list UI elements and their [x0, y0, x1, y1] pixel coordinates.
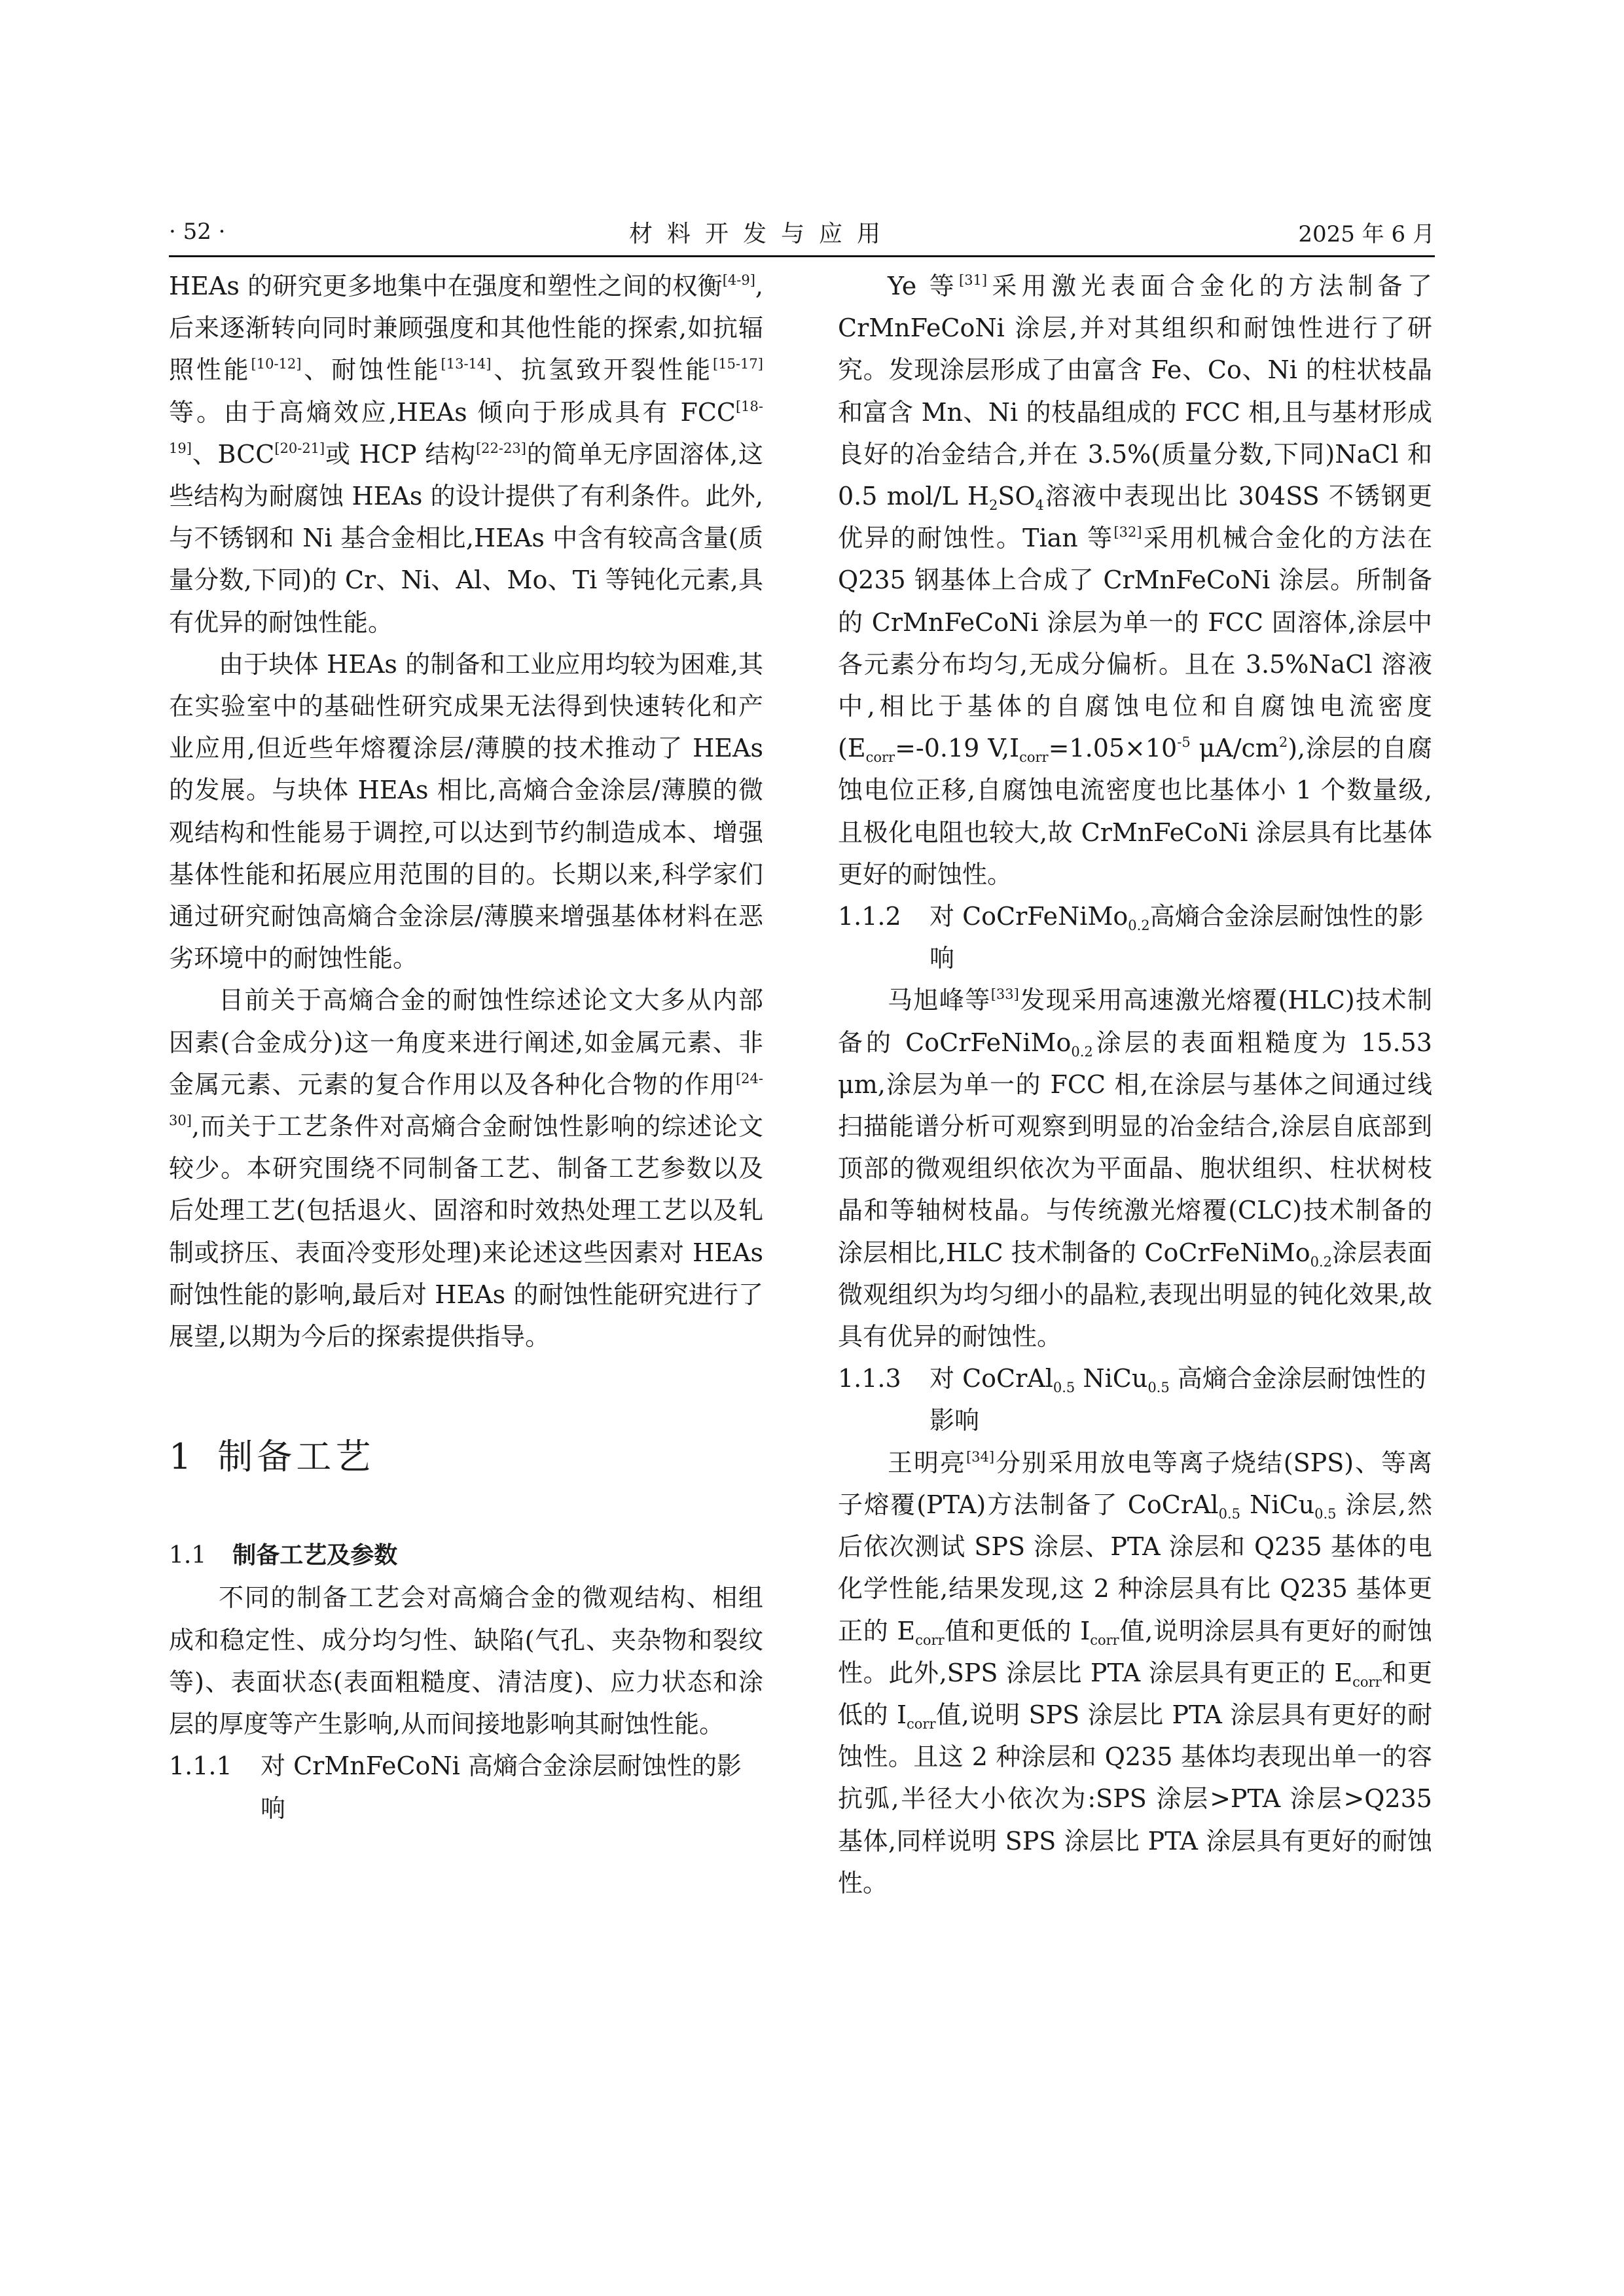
citation: [20-21] — [274, 440, 325, 456]
citation: [15-17] — [713, 356, 763, 372]
paragraph: 目前关于高熵合金的耐蚀性综述论文大多从内部因素(合金成分)这一角度来进行阐述,如金属元素、非金属元素、元素的复合作用以及各种化合物的作用[24-30],而关于工艺条件对高熵合金耐蚀性影响的综述论文较少。本研究围绕不同制备工艺、制备工艺参数以及后处理工艺(包括退火、固溶和时效热处理工艺以及轧制或挤压、表面冷变形处理)来论述这些因素对 HEAs 耐蚀性能的影响,最后对 HEAs 的耐蚀性能研究进行了展望,以期为今后的探索提供指导。 — [169, 986, 763, 1352]
paragraph: Ye 等[31]采用激光表面合金化的方法制备了 CrMnFeCoNi 涂层,并对其组织和耐蚀性进行了研究。发现涂层形成了由富含 Fe、Co、Ni 的柱状枝晶和富含 Mn、Ni 的枝晶组成的 FCC 相,且与基材形成良好的冶金结合,并在 3.5%(质量分数,下同)NaCl 和 0.5 mol/L $H_2SO_4$溶液中表现出比 304SS 不锈钢更优异的耐蚀性。Tian 等[32]采用机械合金化的方法在 Q235 钢基体上合成了 CrMnFeCoNi 涂层。所制备的 CrMnFeCoNi 涂层为单一的 FCC 固溶体,涂层中各元素分布均匀,无成分偏析。且在 3.5%NaCl 溶液中,相比于基体的自腐蚀电位和自腐蚀电流密度($E_{corr}=-0.19$ $V,I_{corr}=1.05\times 10^{-5}$ $\mu A/cm^2$),涂层的自腐蚀电位正移,自腐蚀电流密度也比基体小 1 个数量级,且极化电阻也较大,故 CrMnFeCoNi 涂层具有比基体更好的耐蚀性。 — [838, 272, 1433, 889]
subsubsection-heading: 1.1.3 对 CoCrAl$_{0.5}$ NiCu$_{0.5}$ 高熵合金涂层耐蚀性的影响 — [838, 1364, 1426, 1435]
running-header — [169, 208, 1435, 257]
section-heading: 1 制备工艺 — [169, 1436, 375, 1478]
paragraph: 王明亮[34]分别采用放电等离子烧结(SPS)、等离子熔覆(PTA)方法制备了 CoCrAl$_{0.5}$ NiCu$_{0.5}$ 涂层,然后依次测试 SPS 涂层、PTA 涂层和 Q235 基体的电化学性能,结果发现,这 2 种涂层具有比 Q235 基体更正的 $E_{corr}$值和更低的 $I_{corr}$值,说明涂层具有更好的耐蚀性。此外,SPS 涂层比 PTA 涂层具有更正的 $E_{corr}$和更低的 $I_{corr}$值,说明 SPS 涂层比 PTA 涂层具有更好的耐蚀性。且这 2 种涂层和 Q235 基体均表现出单一的容抗弧,半径大小依次为:SPS 涂层>PTA 涂层>Q235 基体,同样说明 SPS 涂层比 PTA 涂层具有更好的耐蚀性。 — [838, 1448, 1432, 1897]
citation: [31] — [959, 272, 988, 288]
subsubsection-heading: 1.1.1 对 CrMnFeCoNi 高熵合金涂层耐蚀性的影响 — [169, 1751, 742, 1823]
citation: [33] — [990, 986, 1019, 1003]
paragraph: 马旭峰等[33]发现采用高速激光熔覆(HLC)技术制备的 CoCrFeNiMo$_{0.2}$涂层的表面粗糙度为 15.53 μm,涂层为单一的 FCC 相,在涂层与基体之间通过线扫描能谱分析可观察到明显的冶金结合,涂层自底部到顶部的微观组织依次为平面晶、胞状组织、柱状树枝晶和等轴树枝晶。与传统激光熔覆(CLC)技术制备的涂层相比,HLC 技术制备的 CoCrFeNiMo$_{0.2}$涂层表面微观组织为均匀细小的晶粒,表现出明显的钝化效果,故具有优异的耐蚀性。 — [838, 986, 1432, 1352]
citation: [10-12] — [251, 356, 302, 372]
paragraph: 由于块体 HEAs 的制备和工业应用均较为困难,其在实验室中的基础性研究成果无法得到快速转化和产业应用,但近些年熔覆涂层/薄膜的技术推动了 HEAs 的发展。与块体 HEAs 相比,高熵合金涂层/薄膜的微观结构和性能易于调控,可以达到节约制造成本、增强基体性能和拓展应用范围的目的。长期以来,科学家们通过研究耐蚀高熵合金涂层/薄膜来增强基体材料在恶劣环境中的耐蚀性能。 — [169, 649, 763, 973]
subsubsection-heading: 1.1.2 对 CoCrFeNiMo$_{0.2}$高熵合金涂层耐蚀性的影响 — [838, 902, 1424, 973]
paragraph: 不同的制备工艺会对高熵合金的微观结构、相组成和稳定性、成分均匀性、缺陷(气孔、夹杂物和裂纹等)、表面状态(表面粗糙度、清洁度)、应力状态和涂层的厚度等产生影响,从而间接地影响其耐蚀性能。 — [169, 1583, 763, 1739]
citation: [24-30] — [169, 1070, 763, 1129]
right-column — [838, 265, 1432, 1904]
citation: [4-9] — [722, 272, 755, 288]
citation: [18-19] — [169, 398, 763, 456]
citation: [34] — [965, 1448, 995, 1465]
subsection-heading: 1.1 制备工艺及参数 — [169, 1542, 398, 1570]
page-number: · 52 · — [169, 219, 226, 245]
paragraph: HEAs 的研究更多地集中在强度和塑性之间的权衡[4-9],后来逐渐转向同时兼顾强度和其他性能的探索,如抗辐照性能[10-12]、耐蚀性能[13-14]、抗氢致开裂性能[15-17]等。由于高熵效应,HEAs 倾向于形成具有 FCC[18-19]、BCC[20-21]或 HCP 结构[22-23]的简单无序固溶体,这些结构为耐腐蚀 HEAs 的设计提供了有利条件。此外,与不锈钢和 Ni 基合金相比,HEAs 中含有较高含量(质量分数,下同)的 Cr、Ni、Al、Mo、Ti 等钝化元素,具有优异的耐蚀性能。 — [169, 272, 763, 637]
left-column — [169, 265, 763, 1829]
journal-title: 材料开发与应用 — [628, 220, 895, 247]
citation: [13-14] — [441, 356, 492, 372]
citation: [32] — [1113, 524, 1142, 541]
citation: [22-23] — [475, 440, 526, 456]
issue-date: 2025 年 6 月 — [1298, 221, 1435, 247]
